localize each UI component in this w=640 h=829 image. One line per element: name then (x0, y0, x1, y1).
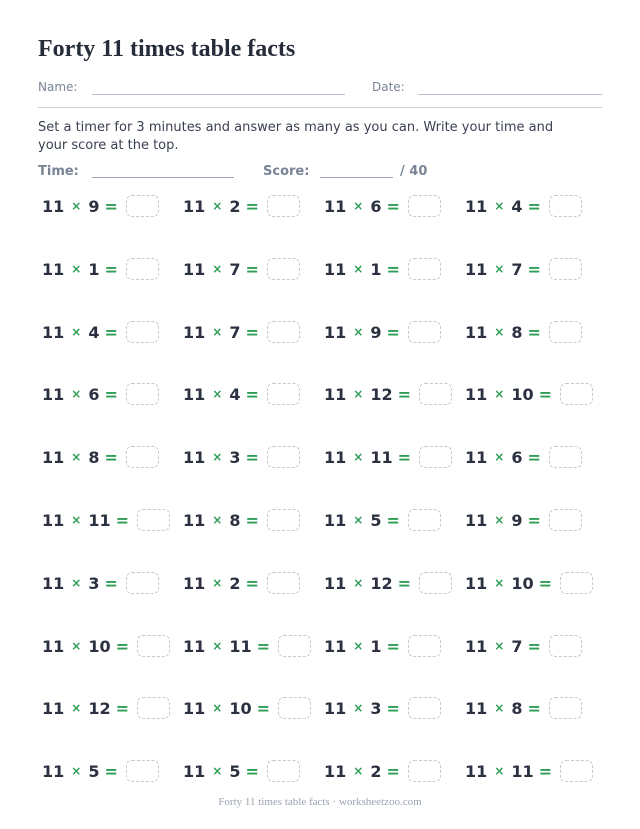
multiplier: 10 (229, 698, 252, 718)
answer-box[interactable] (560, 572, 593, 594)
equals-sign: = (104, 196, 118, 216)
equals-sign: = (527, 196, 541, 216)
problem-item (324, 507, 441, 533)
multiplicand: 11 (42, 698, 65, 718)
times-sign: × (212, 513, 223, 527)
problem-item (465, 256, 582, 282)
times-sign: × (494, 325, 505, 339)
problem-item (183, 193, 300, 219)
multiplier: 2 (229, 573, 241, 593)
problem-item (42, 570, 159, 596)
multiplicand: 11 (42, 510, 65, 530)
multiplicand: 11 (324, 196, 347, 216)
equals-sign: = (397, 573, 411, 593)
times-sign: × (212, 764, 223, 778)
equals-sign: = (538, 384, 552, 404)
multiplicand: 11 (183, 196, 206, 216)
times-sign: × (212, 199, 223, 213)
times-sign: × (353, 639, 364, 653)
equals-sign: = (245, 322, 259, 342)
multiplicand: 11 (183, 259, 206, 279)
problem-item (465, 444, 582, 470)
score-label: Score: (263, 164, 310, 179)
problem-item (324, 758, 441, 784)
multiplier: 3 (229, 447, 241, 467)
answer-box[interactable] (549, 446, 582, 468)
answer-box[interactable] (408, 321, 441, 343)
times-sign: × (71, 262, 82, 276)
times-sign: × (494, 764, 505, 778)
multiplier: 3 (370, 698, 382, 718)
equals-sign: = (527, 636, 541, 656)
multiplier: 6 (511, 447, 523, 467)
problem-item (183, 570, 300, 596)
equals-sign: = (538, 761, 552, 781)
problem-item (42, 633, 170, 659)
problem-item (42, 256, 159, 282)
multiplier: 9 (88, 196, 100, 216)
multiplier: 2 (370, 761, 382, 781)
times-sign: × (494, 199, 505, 213)
answer-box[interactable] (267, 195, 300, 217)
multiplicand: 11 (465, 636, 488, 656)
problem-item (465, 758, 593, 784)
equals-sign: = (256, 698, 270, 718)
times-sign: × (71, 450, 82, 464)
equals-sign: = (115, 510, 129, 530)
multiplier: 9 (370, 322, 382, 342)
multiplier: 5 (229, 761, 241, 781)
problem-item (465, 193, 582, 219)
equals-sign: = (527, 259, 541, 279)
answer-box[interactable] (549, 509, 582, 531)
problem-item (183, 381, 300, 407)
equals-sign: = (397, 384, 411, 404)
problem-item (42, 319, 159, 345)
times-sign: × (353, 576, 364, 590)
multiplier: 4 (229, 384, 241, 404)
problem-item (42, 507, 170, 533)
equals-sign: = (245, 510, 259, 530)
multiplier: 7 (229, 322, 241, 342)
multiplicand: 11 (42, 384, 65, 404)
times-sign: × (353, 450, 364, 464)
equals-sign: = (527, 322, 541, 342)
multiplicand: 11 (183, 636, 206, 656)
equals-sign: = (245, 196, 259, 216)
equals-sign: = (104, 384, 118, 404)
problem-item (324, 570, 452, 596)
multiplier: 1 (370, 259, 382, 279)
equals-sign: = (386, 636, 400, 656)
multiplier: 5 (370, 510, 382, 530)
problem-item (324, 319, 441, 345)
times-sign: × (353, 513, 364, 527)
answer-box[interactable] (267, 760, 300, 782)
problem-item (183, 319, 300, 345)
multiplicand: 11 (465, 698, 488, 718)
multiplier: 11 (229, 636, 252, 656)
problem-item (324, 444, 452, 470)
multiplier: 11 (511, 761, 534, 781)
multiplier: 1 (88, 259, 100, 279)
times-sign: × (71, 576, 82, 590)
times-sign: × (353, 701, 364, 715)
multiplier: 10 (88, 636, 111, 656)
multiplicand: 11 (465, 573, 488, 593)
answer-box[interactable] (267, 509, 300, 531)
multiplicand: 11 (465, 510, 488, 530)
answer-box[interactable] (419, 572, 452, 594)
times-sign: × (71, 325, 82, 339)
multiplier: 8 (229, 510, 241, 530)
times-sign: × (494, 450, 505, 464)
problem-item (183, 758, 300, 784)
answer-box[interactable] (278, 697, 311, 719)
multiplier: 8 (88, 447, 100, 467)
multiplier: 10 (511, 573, 534, 593)
equals-sign: = (397, 447, 411, 467)
problem-item (183, 633, 311, 659)
equals-sign: = (245, 447, 259, 467)
times-sign: × (212, 387, 223, 401)
answer-box[interactable] (137, 509, 170, 531)
answer-box[interactable] (137, 697, 170, 719)
multiplicand: 11 (42, 636, 65, 656)
worksheet-title: Forty 11 times table facts (38, 36, 296, 62)
multiplicand: 11 (183, 698, 206, 718)
answer-box[interactable] (408, 697, 441, 719)
equals-sign: = (386, 761, 400, 781)
equals-sign: = (115, 636, 129, 656)
answer-box[interactable] (560, 383, 593, 405)
times-sign: × (71, 387, 82, 401)
equals-sign: = (527, 447, 541, 467)
problem-item (465, 633, 582, 659)
multiplicand: 11 (324, 761, 347, 781)
times-sign: × (494, 387, 505, 401)
times-sign: × (71, 701, 82, 715)
multiplier: 12 (88, 698, 111, 718)
multiplier: 12 (370, 573, 393, 593)
multiplicand: 11 (324, 636, 347, 656)
problem-item (324, 633, 441, 659)
answer-box[interactable] (549, 258, 582, 280)
problem-item (183, 444, 300, 470)
multiplier: 7 (511, 259, 523, 279)
answer-box[interactable] (126, 760, 159, 782)
problem-item (42, 193, 159, 219)
times-sign: × (71, 199, 82, 213)
multiplier: 6 (370, 196, 382, 216)
times-sign: × (212, 325, 223, 339)
multiplicand: 11 (324, 384, 347, 404)
multiplier: 7 (511, 636, 523, 656)
multiplier: 7 (229, 259, 241, 279)
equals-sign: = (245, 573, 259, 593)
multiplicand: 11 (183, 447, 206, 467)
problem-item (465, 507, 582, 533)
problem-item (324, 193, 441, 219)
times-sign: × (212, 262, 223, 276)
multiplicand: 11 (42, 259, 65, 279)
times-sign: × (212, 450, 223, 464)
problem-item (465, 381, 593, 407)
answer-box[interactable] (549, 195, 582, 217)
problem-item (42, 758, 159, 784)
answer-box[interactable] (126, 321, 159, 343)
answer-box[interactable] (267, 321, 300, 343)
score-total: / 40 (400, 164, 428, 179)
equals-sign: = (245, 761, 259, 781)
multiplier: 4 (511, 196, 523, 216)
multiplicand: 11 (183, 510, 206, 530)
equals-sign: = (104, 447, 118, 467)
multiplier: 10 (511, 384, 534, 404)
problem-item (183, 695, 311, 721)
times-sign: × (494, 262, 505, 276)
problem-item (465, 319, 582, 345)
problem-item (42, 444, 159, 470)
multiplier: 5 (88, 761, 100, 781)
answer-box[interactable] (408, 195, 441, 217)
equals-sign: = (115, 698, 129, 718)
equals-sign: = (527, 510, 541, 530)
times-sign: × (494, 576, 505, 590)
equals-sign: = (538, 573, 552, 593)
multiplier: 6 (88, 384, 100, 404)
multiplicand: 11 (183, 573, 206, 593)
multiplicand: 11 (465, 761, 488, 781)
multiplicand: 11 (324, 573, 347, 593)
answer-box[interactable] (419, 383, 452, 405)
multiplicand: 11 (324, 447, 347, 467)
times-sign: × (353, 325, 364, 339)
multiplier: 3 (88, 573, 100, 593)
answer-box[interactable] (267, 446, 300, 468)
times-sign: × (353, 199, 364, 213)
name-label: Name: (38, 80, 78, 94)
times-sign: × (71, 764, 82, 778)
problem-item (183, 256, 300, 282)
times-sign: × (353, 387, 364, 401)
multiplier: 4 (88, 322, 100, 342)
multiplicand: 11 (42, 761, 65, 781)
answer-box[interactable] (267, 572, 300, 594)
problem-item (42, 695, 170, 721)
multiplicand: 11 (183, 322, 206, 342)
times-sign: × (494, 639, 505, 653)
answer-box[interactable] (549, 321, 582, 343)
answer-box[interactable] (549, 697, 582, 719)
multiplier: 9 (511, 510, 523, 530)
footer-text: Forty 11 times table facts · worksheetzoo.com (218, 796, 422, 808)
multiplicand: 11 (183, 761, 206, 781)
equals-sign: = (386, 698, 400, 718)
multiplicand: 11 (42, 447, 65, 467)
multiplier: 12 (370, 384, 393, 404)
equals-sign: = (104, 761, 118, 781)
times-sign: × (353, 262, 364, 276)
answer-box[interactable] (278, 635, 311, 657)
answer-box[interactable] (419, 446, 452, 468)
multiplicand: 11 (465, 196, 488, 216)
multiplier: 11 (88, 510, 111, 530)
multiplicand: 11 (324, 510, 347, 530)
multiplicand: 11 (465, 447, 488, 467)
instructions-text: Set a timer for 3 minutes and answer as many as you can. Write your time and your score at the top. (38, 120, 554, 153)
times-sign: × (212, 639, 223, 653)
answer-box[interactable] (126, 195, 159, 217)
times-sign: × (71, 513, 82, 527)
multiplicand: 11 (465, 322, 488, 342)
multiplicand: 11 (465, 259, 488, 279)
multiplicand: 11 (42, 322, 65, 342)
date-label: Date: (372, 80, 405, 94)
problem-item (324, 256, 441, 282)
times-sign: × (71, 639, 82, 653)
equals-sign: = (386, 322, 400, 342)
multiplicand: 11 (465, 384, 488, 404)
multiplier: 1 (370, 636, 382, 656)
answer-box[interactable] (137, 635, 170, 657)
times-sign: × (212, 701, 223, 715)
equals-sign: = (256, 636, 270, 656)
equals-sign: = (245, 384, 259, 404)
answer-box[interactable] (267, 258, 300, 280)
equals-sign: = (245, 259, 259, 279)
answer-box[interactable] (560, 760, 593, 782)
answer-box[interactable] (126, 383, 159, 405)
time-label: Time: (38, 164, 79, 179)
equals-sign: = (386, 259, 400, 279)
multiplicand: 11 (324, 698, 347, 718)
answer-box[interactable] (549, 635, 582, 657)
equals-sign: = (386, 196, 400, 216)
times-sign: × (494, 701, 505, 715)
times-sign: × (212, 576, 223, 590)
multiplier: 2 (229, 196, 241, 216)
problem-item (324, 381, 452, 407)
answer-box[interactable] (408, 635, 441, 657)
multiplier: 8 (511, 698, 523, 718)
multiplicand: 11 (324, 322, 347, 342)
answer-box[interactable] (408, 509, 441, 531)
answer-box[interactable] (267, 383, 300, 405)
equals-sign: = (104, 322, 118, 342)
answer-box[interactable] (126, 572, 159, 594)
multiplier: 11 (370, 447, 393, 467)
answer-box[interactable] (126, 446, 159, 468)
equals-sign: = (386, 510, 400, 530)
problem-item (465, 695, 582, 721)
equals-sign: = (527, 698, 541, 718)
times-sign: × (353, 764, 364, 778)
problem-item (42, 381, 159, 407)
answer-box[interactable] (408, 258, 441, 280)
multiplicand: 11 (324, 259, 347, 279)
multiplicand: 11 (42, 573, 65, 593)
problem-item (183, 507, 300, 533)
problem-item (324, 695, 441, 721)
equals-sign: = (104, 259, 118, 279)
multiplicand: 11 (42, 196, 65, 216)
multiplicand: 11 (183, 384, 206, 404)
problem-item (465, 570, 593, 596)
answer-box[interactable] (126, 258, 159, 280)
multiplier: 8 (511, 322, 523, 342)
answer-box[interactable] (408, 760, 441, 782)
equals-sign: = (104, 573, 118, 593)
times-sign: × (494, 513, 505, 527)
